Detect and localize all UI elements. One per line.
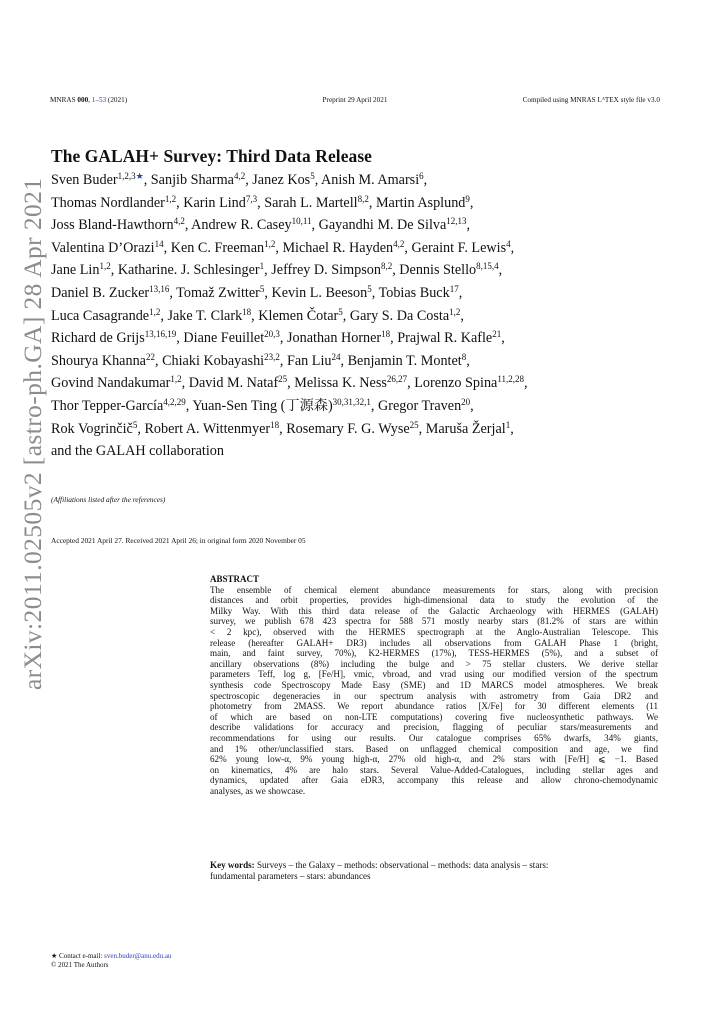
affiliation-superscript: 1,2,3 (117, 171, 136, 181)
affiliation-superscript: 7,3 (245, 193, 258, 204)
affiliation-superscript: 1,2 (99, 261, 111, 272)
abstract-text (210, 585, 658, 797)
affiliation-superscript: 1 (259, 261, 265, 272)
affiliation-superscript: 8,2 (380, 261, 393, 272)
author-name: , Katharine. J. Schlesinger (110, 262, 260, 279)
author-name: , Robert A. Wittenmyer (137, 420, 271, 437)
affiliation-superscript: 25 (409, 419, 419, 430)
author-name: , Maruša Žerjal (418, 420, 506, 437)
author-name: , Geraint F. Lewis (404, 239, 507, 256)
affiliation-superscript: 20,3 (264, 329, 280, 340)
author-name: , Karin Lind (176, 194, 246, 211)
author-name: and the GALAH collaboration (51, 443, 224, 460)
running-header (50, 96, 660, 108)
author-name: Richard de Grijs (51, 330, 145, 347)
abstract-line: 62% young low-α, 9% young high-α, 27% old high-α, and 2% stars with [Fe/H] ⩽ −1. Based (210, 754, 658, 765)
author-name: , Sarah L. Martell (257, 194, 358, 211)
author-name: , Anish M. Amarsi (314, 172, 420, 188)
author-name: , Tobias Buck (371, 284, 450, 301)
author-name: , Benjamin T. Montet (340, 352, 462, 369)
abstract-line: ancillary observations (8%) including the bulge and > 75 stellar clusters. We derive stellar (210, 658, 658, 669)
keywords-line-2: fundamental parameters – stars: abundances (210, 870, 371, 881)
affiliation-superscript: 23,2 (264, 351, 280, 362)
abstract-line: synthesis code Spectroscopy Made Easy (SME) and 1D MARCS model atmospheres. We break (210, 679, 658, 690)
author-name: , Kevin L. Beeson (264, 284, 368, 301)
abstract-line: describe validations for accuracy and precision, flagging of peculiar stars/measurements and (210, 722, 658, 733)
author-name: , (423, 172, 428, 188)
author-line (51, 260, 671, 283)
author-line (51, 373, 671, 396)
affiliation-superscript: 5 (367, 283, 372, 294)
affiliations-note: (Affiliations listed after the references) (51, 495, 166, 504)
author-list (51, 170, 671, 463)
author-name: Shourya Khanna (51, 352, 146, 369)
author-line (51, 419, 671, 442)
author-name: , Chiaki Kobayashi (154, 352, 265, 369)
author-name: , (470, 397, 474, 414)
affiliation-superscript: 30,31,32,1 (332, 396, 371, 407)
author-line (51, 283, 671, 306)
author-name: , Yuan-Sen Ting (丁源森) (185, 397, 333, 414)
abstract-line: release (hereafter GALAH+ DR3) includes all observations from GALAH Phase 1 (bright, (210, 637, 658, 648)
author-name: , David M. Nataf (181, 375, 279, 392)
author-name: Daniel B. Zucker (51, 284, 150, 301)
affiliation-superscript: 4 (506, 238, 511, 249)
affiliation-superscript: 5 (132, 419, 138, 430)
keywords-line-1: Surveys – the Galaxy – methods: observational – methods: data analysis – stars: (254, 860, 549, 870)
affiliation-superscript: 5 (259, 283, 265, 294)
author-name: Sven Buder (51, 172, 118, 188)
abstract-line: and 1% other/unclassified stars. Based on unflagged chemical composition and age, we find (210, 743, 658, 754)
author-line (51, 238, 671, 261)
affiliation-superscript: 22 (145, 351, 155, 362)
author-name: Valentina D’Orazi (51, 239, 155, 256)
affiliation-superscript: 4,2 (233, 171, 246, 181)
abstract-line: survey, we publish 678 423 spectra for 588 571 mostly nearby stars (81.2% of stars are within (210, 616, 658, 627)
corresponding-author-star[interactable]: ★ (135, 171, 144, 181)
author-name: , Tomaž Zwitter (169, 284, 260, 301)
abstract-line: dynamics, updated after Gaia eDR3, accompany this release and allow chrono-chemodynamic (210, 775, 658, 786)
abstract-line: spectroscopic degeneracies in our spectrum analysis with astrometry from Gaia DR2 and (210, 690, 658, 701)
author-name: , (466, 217, 471, 234)
affiliation-superscript: 1,2 (149, 306, 161, 317)
affiliation-superscript: 24 (331, 351, 341, 362)
author-name: , Rosemary F. G. Wyse (279, 420, 410, 437)
affiliation-superscript: 1,2 (170, 374, 182, 385)
abstract-line: main, and faint survey, 70%), K2-HERMES (17%), TESS-HERMES (5%), and a subset of (210, 648, 658, 659)
author-name: , Prajwal R. Kafle (390, 330, 493, 347)
abstract-line: recommendations for using our results. Our catalogue comprises 65% dwarfs, 34% giants, (210, 732, 658, 743)
abstract-line: parameters Teff, log g, [Fe/H], vmic, vbroad, and vrad using our modified version of the spectrum (210, 669, 658, 680)
author-name: , (524, 375, 528, 392)
affiliation-superscript: 4,2 (173, 216, 185, 227)
affiliation-superscript: 1,2 (449, 306, 461, 317)
affiliation-superscript: 13,16 (149, 283, 170, 294)
author-name: , (510, 420, 514, 437)
affiliation-superscript: 9 (465, 193, 470, 204)
author-name: , Gary S. Da Costa (342, 307, 450, 324)
affiliation-superscript: 20 (461, 396, 471, 407)
author-name: Joss Bland-Hawthorn (51, 217, 174, 234)
affiliation-superscript: 17 (449, 283, 459, 294)
abstract-line: The ensemble of chemical element abundance measurements for stars, along with precision (210, 584, 658, 595)
author-name: , Dennis Stello (392, 262, 477, 279)
author-name: , Gregor Traven (370, 397, 462, 414)
affiliation-superscript: 8 (461, 351, 467, 362)
affiliation-superscript: 1,2 (264, 238, 276, 249)
abstract-block (210, 574, 658, 796)
author-name: , Jake T. Clark (160, 307, 243, 324)
footnote (51, 952, 171, 970)
accepted-received-line: Accepted 2021 April 27. Received 2021 April 26; in original form 2020 November 05 (51, 536, 306, 545)
abstract-line: < 2 kpc), observed with the HERMES spectrograph at the Anglo-Australian Telescope. This (210, 626, 658, 637)
affiliation-superscript: 11,2,28 (497, 374, 525, 385)
author-name: , Janez Kos (245, 172, 311, 188)
abstract-heading: ABSTRACT (210, 574, 260, 584)
contact-email-link[interactable]: sven.buder@anu.edu.au (104, 952, 172, 960)
abstract-line: photometry from 2MASS. We report abundance ratios [X/Fe] for 30 different elements (11 (210, 701, 658, 712)
author-line (51, 396, 671, 419)
author-name: , (501, 330, 505, 347)
author-line (51, 328, 671, 351)
star-footnote-mark: ★ (51, 952, 58, 960)
author-name: Rok Vogrinčič (51, 420, 133, 437)
affiliation-superscript: 8,2 (357, 193, 369, 204)
author-line (51, 441, 671, 463)
author-name: , Klemen Čotar (251, 307, 339, 324)
author-name: , Andrew R. Casey (184, 217, 292, 234)
author-name: , (469, 194, 474, 211)
journal-citation: MNRAS 000, 1–53 (2021) (50, 96, 128, 104)
author-name: , (510, 239, 515, 256)
affiliation-superscript: 18 (270, 419, 280, 430)
affiliation-superscript: 5 (310, 171, 315, 181)
paper-title: The GALAH+ Survey: Third Data Release (51, 146, 373, 166)
author-name: , (458, 284, 463, 301)
author-name: Thor Tepper-García (51, 397, 164, 414)
author-name: , Jonathan Horner (279, 330, 382, 347)
keywords-label: Key words: (210, 860, 255, 870)
author-name: Jane Lin (51, 262, 100, 279)
author-line (51, 215, 671, 238)
author-name: , Diane Feuillet (176, 330, 265, 347)
author-name: , Gayandhi M. De Silva (311, 217, 447, 234)
affiliation-superscript: 6 (419, 171, 424, 181)
affiliation-superscript: 21 (492, 329, 502, 340)
author-line (51, 351, 671, 374)
author-name: , Melissa K. Ness (287, 375, 387, 392)
contact-line: ★ Contact e-mail: sven.buder@anu.edu.au (51, 952, 172, 960)
author-line (51, 306, 671, 329)
author-name: , Sanjib Sharma (143, 172, 234, 188)
affiliation-superscript: 4,2 (393, 238, 405, 249)
affiliation-superscript: 10,11 (291, 216, 312, 227)
author-name: , (460, 307, 464, 324)
abstract-line: analyses, as we showcase. (210, 785, 306, 796)
affiliation-superscript: 13,16,19 (144, 329, 177, 340)
abstract-line: distances and orbit properties, provides high-dimensional data to study the evolution of the (210, 595, 658, 606)
keywords-block (210, 860, 658, 881)
author-name: , Ken C. Freeman (163, 239, 265, 256)
affiliation-superscript: 14 (154, 238, 164, 249)
affiliation-superscript: 1,2 (164, 193, 177, 204)
author-name: , Michael R. Hayden (275, 239, 394, 256)
abstract-line: of which are based on non-LTE computations) covering five nucleosynthetic pathways. We (210, 711, 658, 722)
compiled-note: Compiled using MNRAS LᴬTEX style file v3.0 (522, 96, 660, 104)
author-name: , (466, 352, 470, 369)
affiliation-superscript: 12,13 (446, 216, 467, 227)
author-name: , Jeffrey D. Simpson (264, 262, 381, 279)
arxiv-identifier: arXiv:2011.02505v2 [astro-ph.GA] 28 Apr 2021 (18, 177, 47, 690)
affiliation-superscript: 5 (338, 306, 343, 317)
author-name: , Martin Asplund (368, 194, 466, 211)
affiliation-superscript: 26,27 (386, 374, 408, 385)
author-name: , Lorenzo Spina (407, 375, 498, 392)
affiliation-superscript: 18 (242, 306, 252, 317)
affiliation-superscript: 25 (278, 374, 288, 385)
affiliation-superscript: 18 (381, 329, 391, 340)
preprint-date: Preprint 29 April 2021 (322, 96, 388, 104)
affiliation-superscript: 8,15,4 (476, 261, 499, 272)
affiliation-superscript: 4,2,29 (163, 396, 186, 407)
author-name: Luca Casagrande (51, 307, 150, 324)
abstract-line: Milky Way. With this third data release of the Galactic Archaeology with HERMES (GALAH) (210, 605, 658, 616)
abstract-line: on kinematics, 4% are halo stars. Several Value-Added-Catalogues, including stellar ages and (210, 764, 658, 775)
pages-link[interactable]: 1–53 (91, 96, 107, 104)
author-line (51, 193, 671, 216)
author-name: Govind Nandakumar (51, 375, 171, 392)
author-name: , Fan Liu (279, 352, 332, 369)
author-line (51, 170, 671, 193)
author-name: , (498, 262, 503, 279)
author-name: Thomas Nordlander (51, 194, 165, 211)
affiliation-superscript: 1 (505, 419, 511, 430)
copyright-line: © 2021 The Authors (51, 961, 109, 969)
